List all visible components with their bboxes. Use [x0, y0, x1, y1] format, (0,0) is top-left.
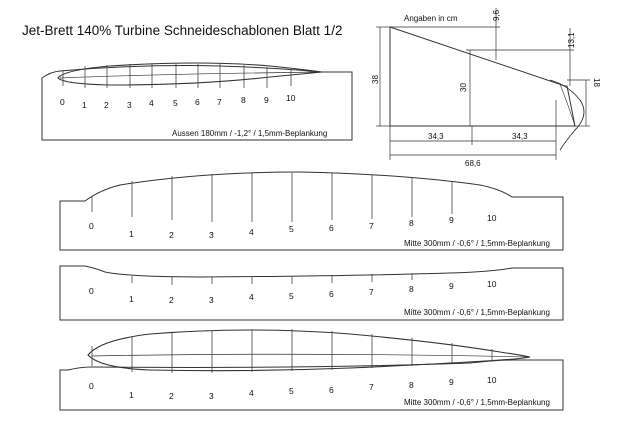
- station-label: 8: [241, 95, 246, 105]
- station-label: 7: [217, 97, 222, 107]
- station-label: 2: [169, 295, 174, 305]
- station-label: 3: [127, 100, 132, 110]
- dim-half-left: 34,3: [428, 132, 444, 141]
- station-label: 0: [89, 286, 94, 296]
- station-label: 6: [329, 223, 334, 233]
- station-label: 0: [60, 97, 65, 107]
- sheet-title: Jet-Brett 140% Turbine Schneideschablonen Blatt 1/2: [22, 23, 343, 38]
- airfoil-camber-line: [92, 354, 530, 357]
- station-label: 4: [249, 292, 254, 302]
- station-label: 4: [249, 388, 254, 398]
- station-label: 4: [149, 98, 154, 108]
- station-lines: [92, 329, 492, 373]
- station-label: 0: [89, 221, 94, 231]
- dim-tip-top: 13,1: [567, 32, 576, 48]
- station-label: 8: [409, 218, 414, 228]
- dim-tip-offset: 9,6: [492, 9, 501, 21]
- template-middle-3: [60, 329, 563, 410]
- planform-header: Angaben in cm: [404, 14, 458, 23]
- template-caption: Mitte 300mm / -0,6° / 1,5mm-Beplankung: [404, 239, 550, 248]
- station-labels: [89, 213, 497, 240]
- planform-diagram: [371, 8, 601, 168]
- airfoil-profile: [88, 330, 530, 371]
- station-label: 2: [169, 230, 174, 240]
- station-label: 10: [487, 375, 497, 385]
- station-label: 5: [289, 386, 294, 396]
- template-middle-1: [60, 172, 563, 250]
- station-label: 10: [487, 279, 497, 289]
- template-caption: Aussen 180mm / -1,2° / 1,5mm-Beplankung: [172, 129, 328, 138]
- station-label: 1: [129, 229, 134, 239]
- station-label: 6: [329, 385, 334, 395]
- station-label: 5: [173, 98, 178, 108]
- station-label: 5: [289, 224, 294, 234]
- station-label: 5: [289, 291, 294, 301]
- dim-mid-height: 30: [459, 83, 468, 92]
- dim-half-right: 34,3: [512, 132, 528, 141]
- station-label: 0: [89, 381, 94, 391]
- station-labels: [60, 93, 296, 110]
- dim-total-width: 68,6: [465, 159, 481, 168]
- station-label: 1: [129, 390, 134, 400]
- station-label: 9: [449, 215, 454, 225]
- station-label: 6: [195, 97, 200, 107]
- station-label: 7: [369, 221, 374, 231]
- station-label: 1: [82, 100, 87, 110]
- station-label: 3: [209, 230, 214, 240]
- station-label: 3: [209, 391, 214, 401]
- station-label: 4: [249, 227, 254, 237]
- station-label: 10: [487, 213, 497, 223]
- station-label: 2: [104, 100, 109, 110]
- planform-outline: [390, 27, 575, 126]
- station-label: 8: [409, 284, 414, 294]
- planform-tip-curve: [550, 80, 584, 150]
- template-middle-2: [60, 266, 563, 320]
- station-lines: [92, 173, 452, 222]
- station-label: 3: [209, 295, 214, 305]
- template-caption: Mitte 300mm / -0,6° / 1,5mm-Beplankung: [404, 398, 550, 407]
- station-label: 8: [409, 380, 414, 390]
- station-label: 2: [169, 391, 174, 401]
- station-label: 7: [369, 287, 374, 297]
- station-label: 9: [449, 281, 454, 291]
- airfoil-camber-line: [60, 72, 322, 78]
- station-label: 9: [264, 95, 269, 105]
- station-labels: [89, 279, 497, 305]
- station-label: 10: [286, 93, 296, 103]
- station-label: 7: [369, 382, 374, 392]
- dim-root-height: 38: [371, 75, 380, 84]
- dim-tip-height: 18: [592, 78, 601, 87]
- station-label: 6: [329, 289, 334, 299]
- template-caption: Mitte 300mm / -0,6° / 1,5mm-Beplankung: [404, 308, 550, 317]
- station-label: 9: [449, 377, 454, 387]
- template-outer: [42, 63, 352, 140]
- station-label: 1: [129, 294, 134, 304]
